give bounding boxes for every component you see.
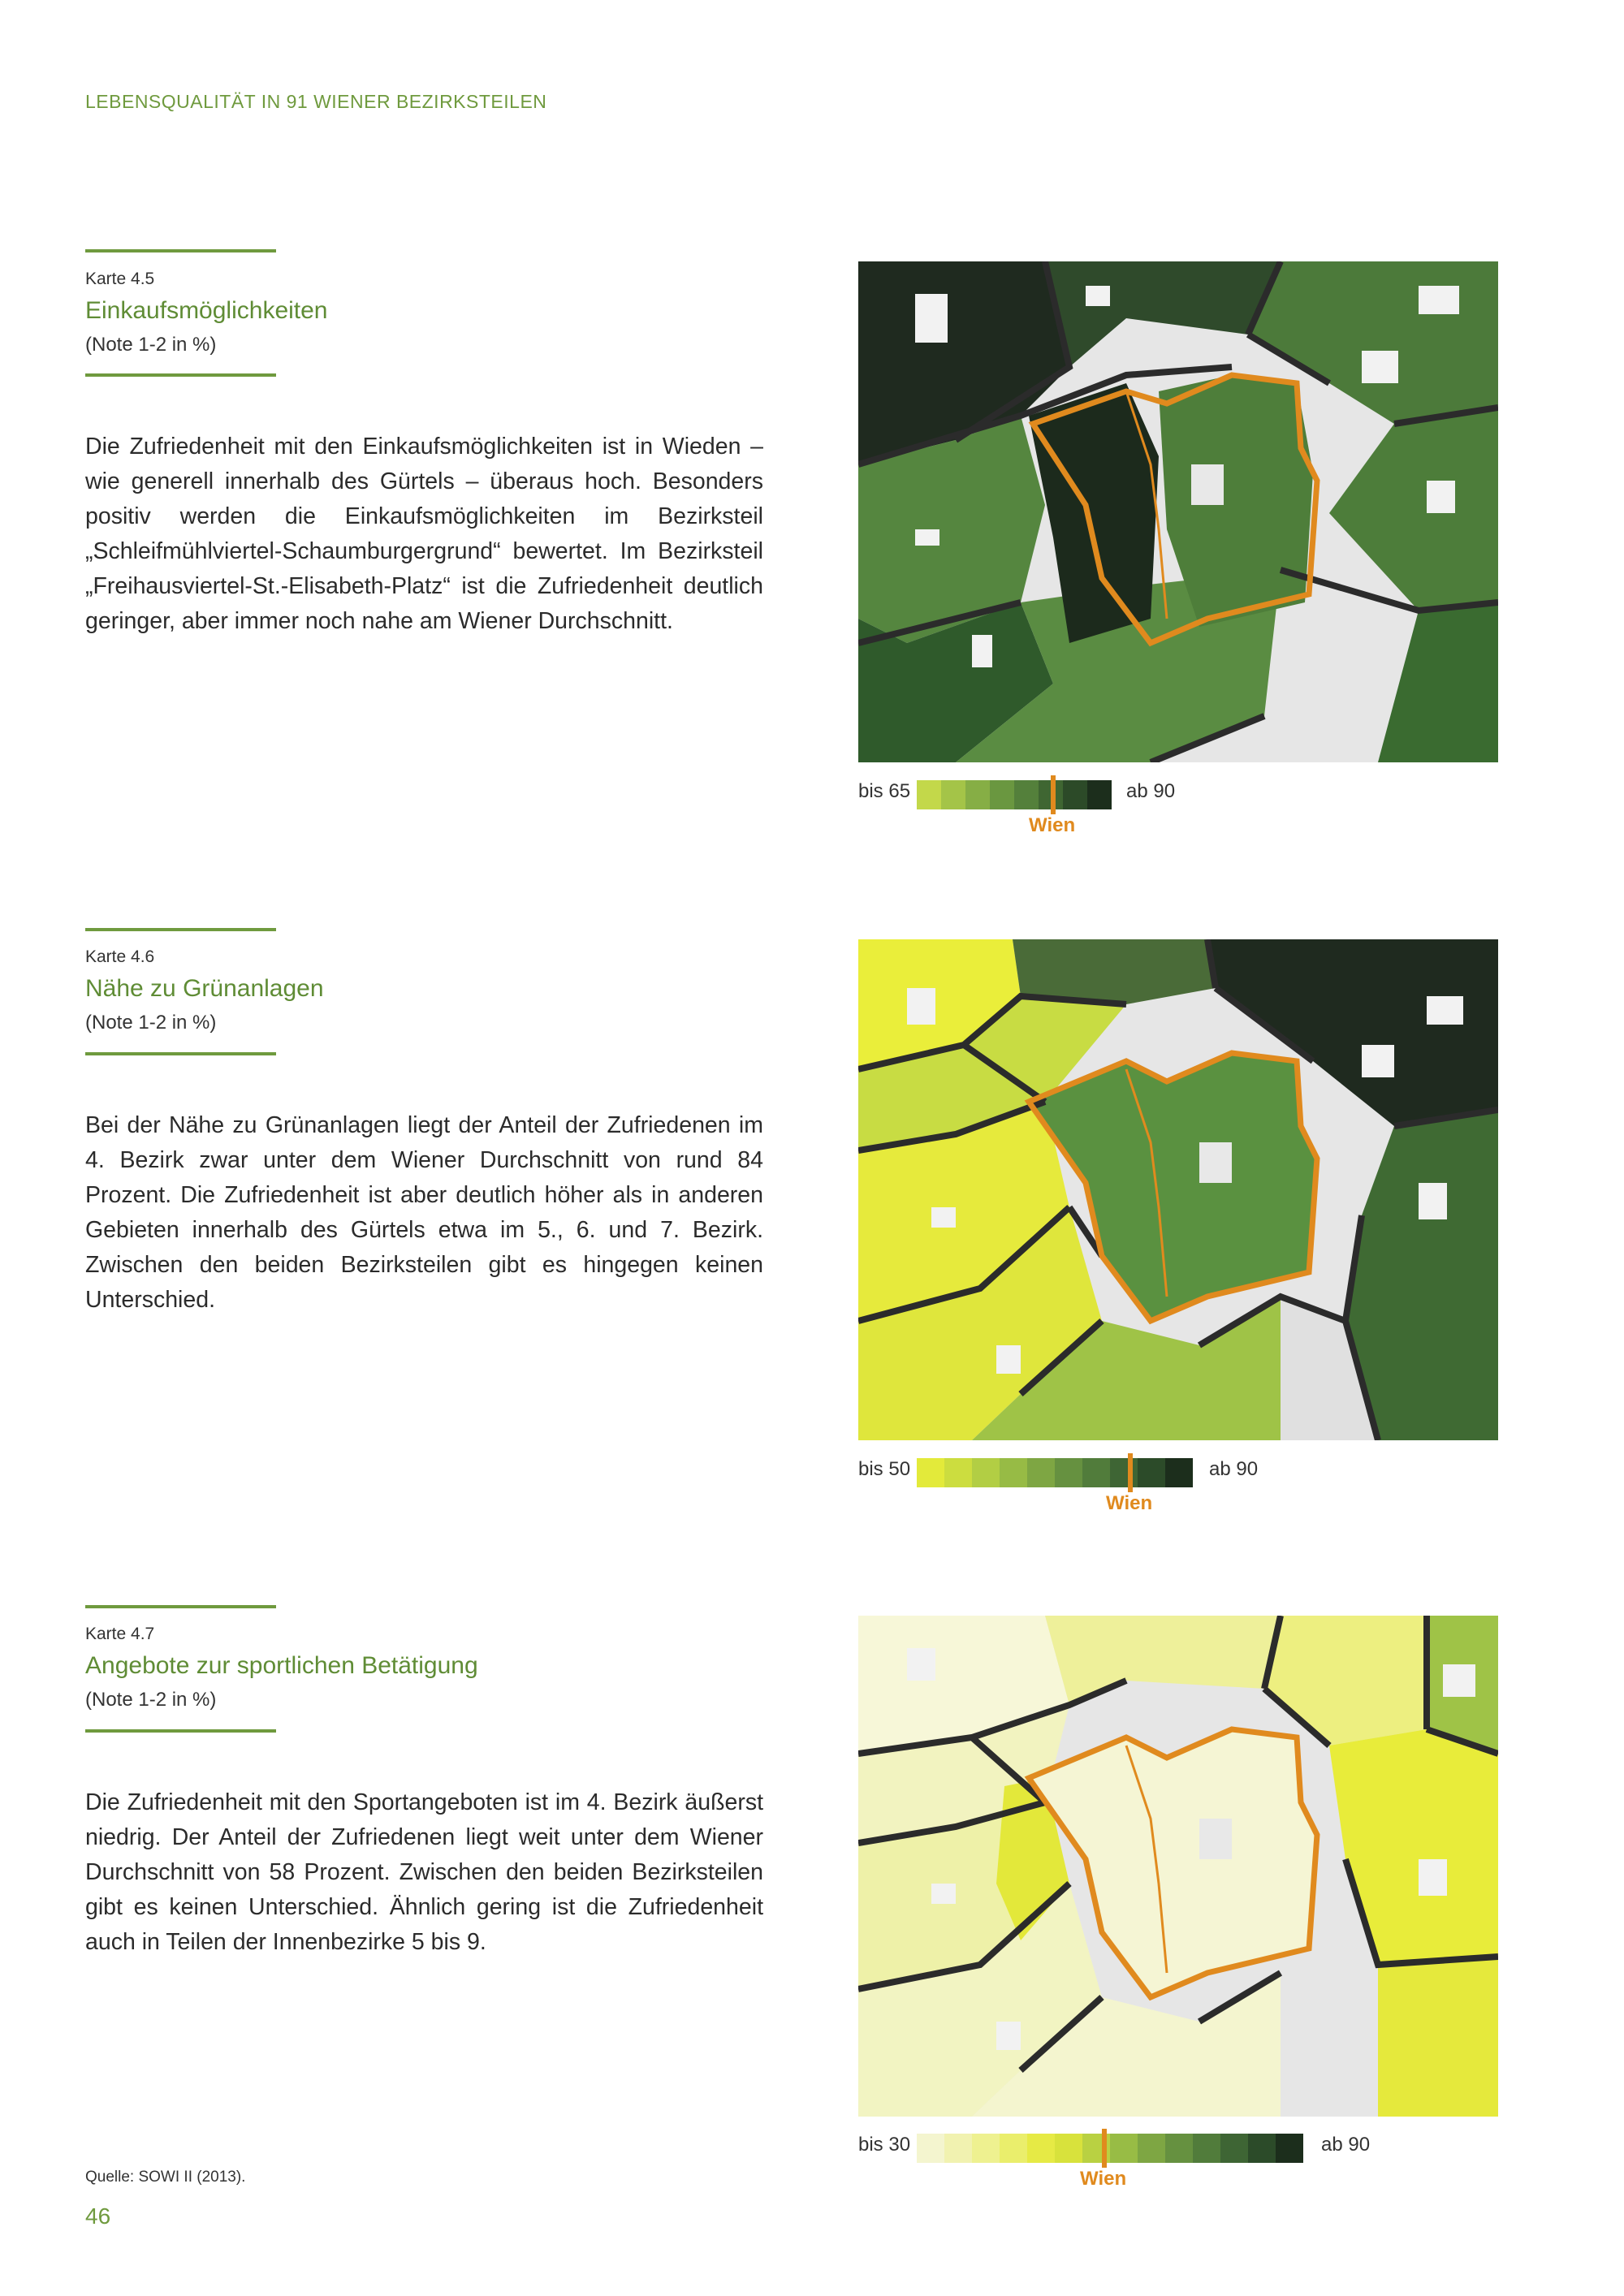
legend-shopping [858, 777, 1498, 842]
section-body-text: Die Zufriedenheit mit den Sportangeboten ist im 4. Bezirk äußerst niedrig. Der Anteil der Zufriedenen liegt weit unter dem Wiener Durchschnitt von 58 Prozent. Zwischen den beiden Bezirksteilen gibt es keinen Unterschied. Ähnlich gering ist die Zufriedenheit auch in Teilen der Innenbezirke 5 bis 9. [85, 1789, 763, 1955]
running-header: LEBENSQUALITÄT IN 91 WIENER BEZIRKSTEILEN [85, 91, 547, 112]
legend-swatch [1027, 1458, 1055, 1487]
section-note: (Note 1-2 in %) [85, 1012, 217, 1034]
legend-swatch [1248, 2134, 1276, 2163]
section-top-rule [85, 928, 276, 931]
legend-swatch [941, 780, 965, 809]
legend-swatch [972, 1458, 1000, 1487]
legend-swatch [917, 780, 941, 809]
legend-swatch [944, 2134, 972, 2163]
legend-sports [858, 2130, 1498, 2195]
legend-swatch [965, 780, 990, 809]
section-top-rule [85, 249, 276, 252]
wien-average-marker [1102, 2129, 1107, 2168]
wien-average-marker [1051, 775, 1056, 814]
legend-swatch [972, 2134, 1000, 2163]
legend-min-label: bis 30 [858, 2134, 911, 2156]
section-body-text: Bei der Nähe zu Grünanlagen liegt der Anteil der Zufriedenen im 4. Bezirk zwar unter dem Wiener Durchschnitt von rund 84 Prozent. Die Zufriedenheit ist aber deutlich höher als in anderen Gebieten innerhalb des Gürtels etwa im 5., 6. und 7. Bezirk. Zwischen den beiden Bezirksteilen gibt es hingegen keinen Unterschied. [85, 1112, 763, 1313]
legend-swatch [1055, 1458, 1082, 1487]
source-note: Quelle: SOWI II (2013). [85, 2169, 246, 2186]
legend-max-label: ab 90 [1209, 1458, 1259, 1480]
legend-swatch [1110, 1458, 1138, 1487]
legend-swatch [944, 1458, 972, 1487]
legend-swatch [1165, 2134, 1193, 2163]
legend-swatch [1110, 2134, 1138, 2163]
district-map-green-spaces [858, 939, 1498, 1440]
legend-min-label: bis 50 [858, 1458, 911, 1480]
karte-label: Karte 4.6 [85, 947, 155, 966]
legend-swatch [1087, 780, 1112, 809]
legend-swatch [1055, 2134, 1082, 2163]
legend-swatch [990, 780, 1014, 809]
legend-swatch [1027, 2134, 1055, 2163]
legend-swatch [1138, 2134, 1165, 2163]
section-note: (Note 1-2 in %) [85, 334, 217, 356]
legend-swatch [1000, 1458, 1027, 1487]
legend-swatch [1193, 2134, 1220, 2163]
section-note: (Note 1-2 in %) [85, 1689, 217, 1711]
district-map-sports [858, 1616, 1498, 2117]
section-title: Einkaufsmöglichkeiten [85, 297, 328, 324]
legend-swatch [1220, 2134, 1248, 2163]
section-top-rule [85, 1605, 276, 1608]
section-body-text: Die Zufriedenheit mit den Einkaufsmöglichkeiten ist in Wieden – wie generell innerhalb des Gürtels – überaus hoch. Besonders positiv werden die Einkaufsmöglichkeiten im Bezirksteil „Schleifmühlviertel-Schaumburgergrund“ bewertet. Im Bezirksteil „Freihausviertel-St.-Elisabeth-Platz“ ist die Zufriedenheit deutlich geringer, aber immer noch nahe am Wiener Durchschnitt. [85, 434, 763, 634]
section-title: Angebote zur sportlichen Betätigung [85, 1652, 478, 1679]
legend-swatch [917, 1458, 944, 1487]
wien-average-marker [1128, 1453, 1133, 1492]
legend-color-scale [917, 2134, 1303, 2163]
wien-average-label: Wien [1080, 2168, 1127, 2190]
legend-swatch [1000, 2134, 1027, 2163]
wien-average-label: Wien [1106, 1492, 1153, 1514]
legend-swatch [1063, 780, 1087, 809]
karte-label: Karte 4.7 [85, 1625, 155, 1643]
karte-label: Karte 4.5 [85, 270, 155, 288]
legend-green-spaces [858, 1455, 1498, 1520]
wien-average-label: Wien [1029, 814, 1076, 836]
legend-swatch [917, 2134, 944, 2163]
page-number: 46 [85, 2203, 111, 2229]
district-map-shopping [858, 261, 1498, 762]
legend-swatch [1138, 1458, 1165, 1487]
legend-swatch [1014, 780, 1039, 809]
legend-color-scale [917, 780, 1112, 809]
legend-swatch [1165, 1458, 1193, 1487]
section-bottom-rule [85, 1729, 276, 1733]
legend-max-label: ab 90 [1321, 2134, 1371, 2156]
legend-min-label: bis 65 [858, 780, 911, 802]
section-bottom-rule [85, 1052, 276, 1055]
section-title: Nähe zu Grünanlagen [85, 975, 324, 1002]
section-bottom-rule [85, 373, 276, 377]
legend-swatch [1082, 1458, 1110, 1487]
legend-swatch [1276, 2134, 1303, 2163]
legend-max-label: ab 90 [1126, 780, 1176, 802]
legend-color-scale [917, 1458, 1193, 1487]
